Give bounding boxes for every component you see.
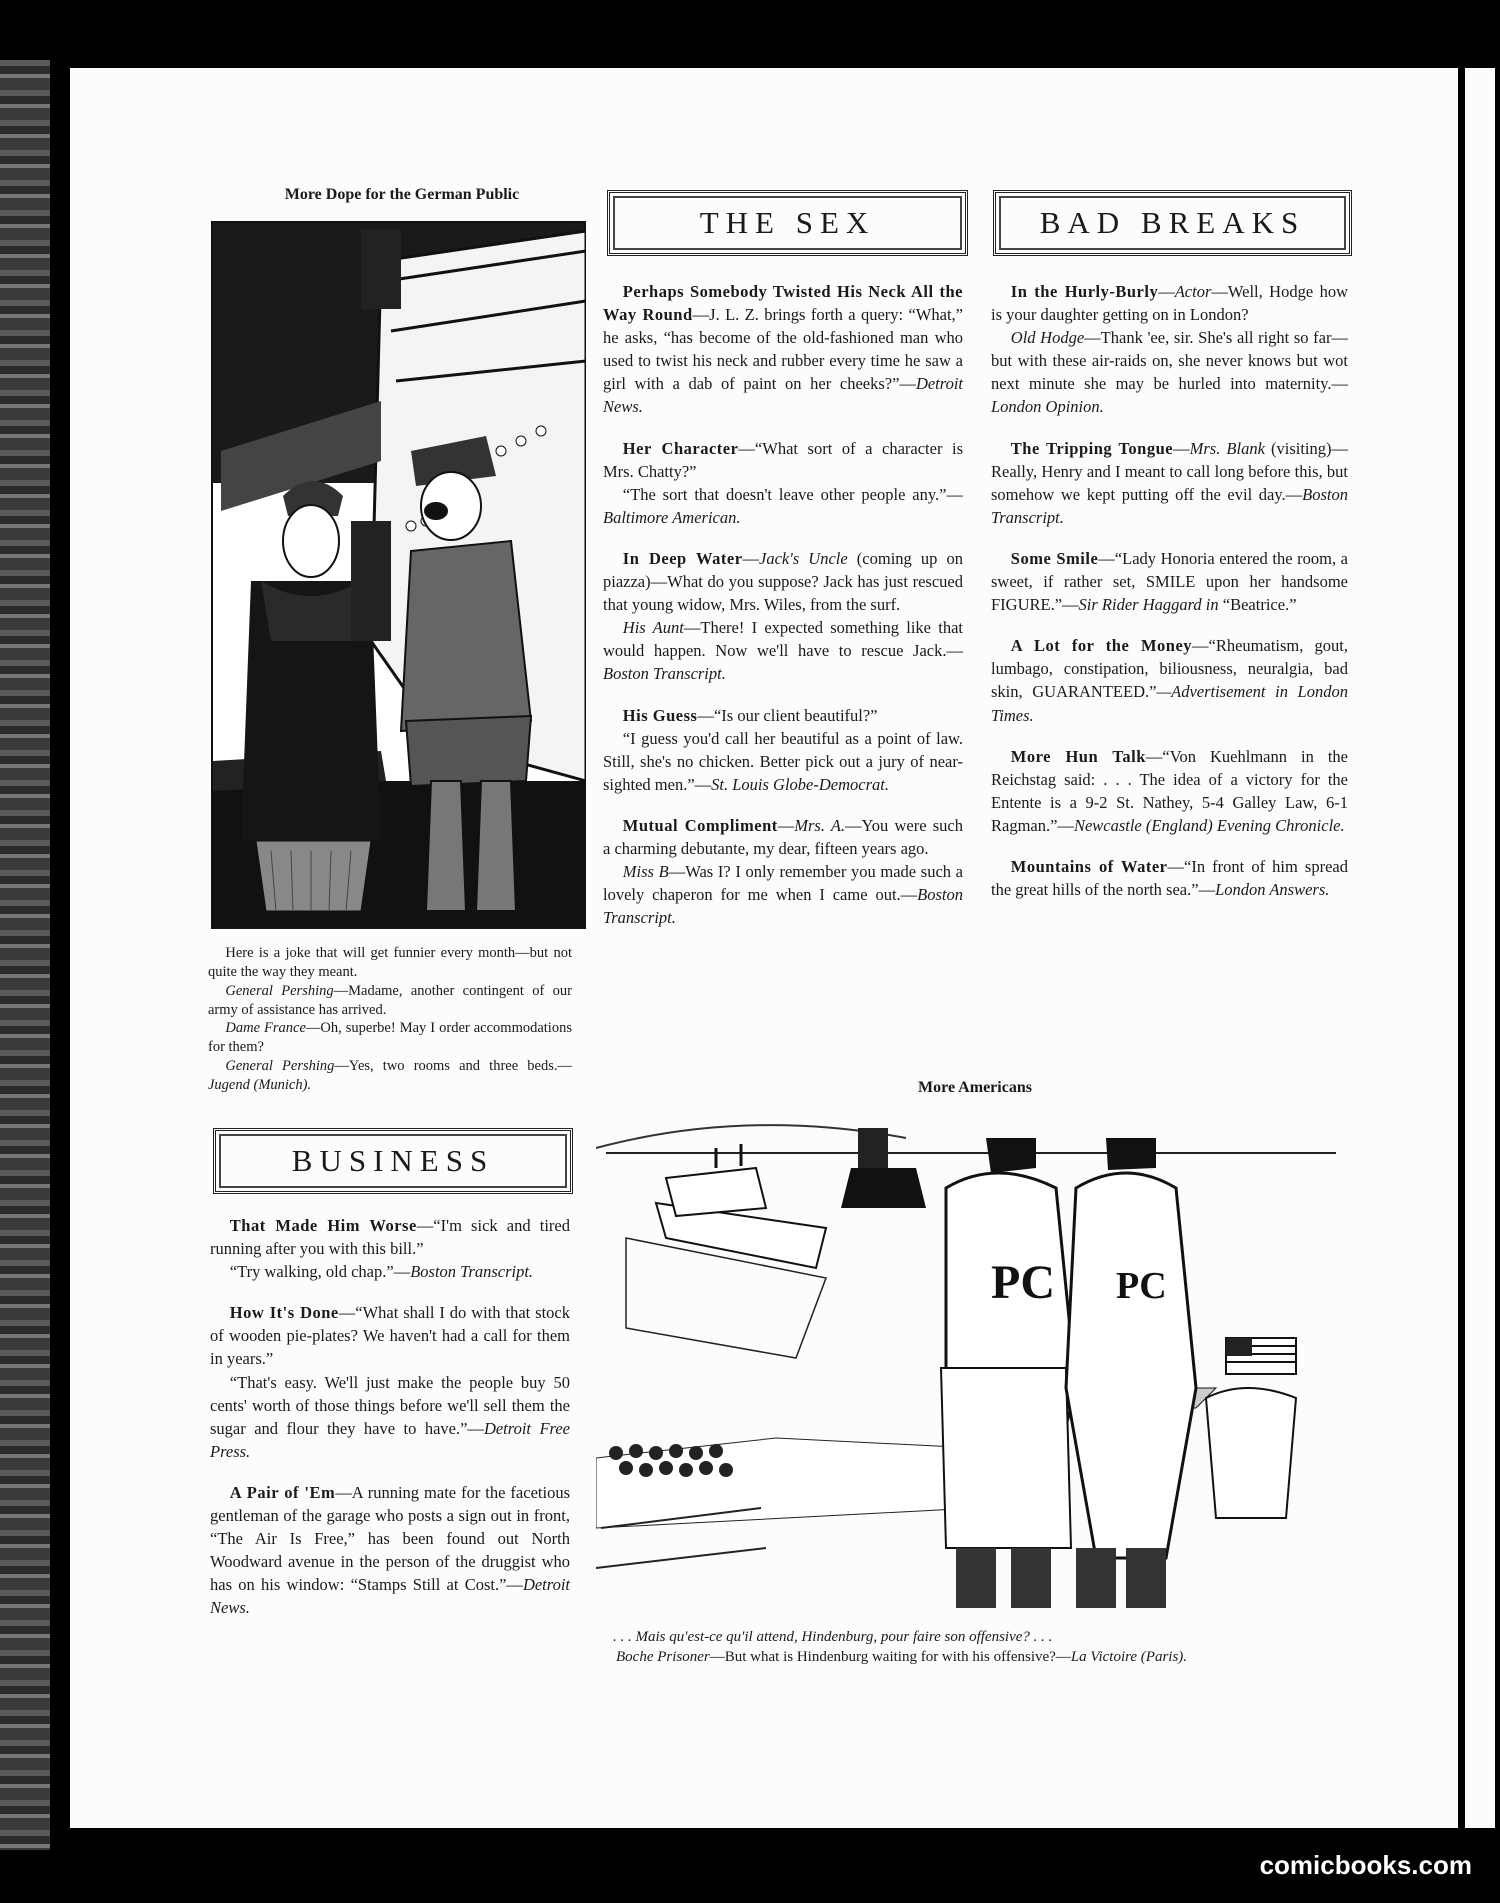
entry-text: —There! I expected something like that would happen. Now we'll have to rescue Jack.— [603, 618, 963, 661]
pershing-cartoon-illustration [211, 221, 586, 929]
caption-intro: Here is a joke that will get funnier every month—but not quite the way they meant. [208, 945, 572, 980]
business-heading: BUSINESS [213, 1128, 573, 1194]
more-americans-illustration [596, 1108, 1348, 1608]
entry-lead: In Deep Water [622, 548, 743, 568]
bad-breaks-heading: BAD BREAKS [993, 190, 1352, 256]
the-sex-column [603, 280, 963, 947]
entry-lead: In the Hurly-Burly [1010, 282, 1159, 301]
sex-entry [603, 280, 963, 419]
entry-source: Boston Transcript. [603, 664, 726, 684]
entry-lead: Some Smile [1010, 548, 1099, 568]
facing-page-edge [1462, 68, 1495, 1828]
entry-source: Boston Transcript. [991, 484, 1348, 527]
entry-lead: Perhaps Somebody Twisted His Neck All the Way Round [603, 282, 963, 325]
entry-source: St. Louis Globe-Democrat. [711, 774, 889, 794]
entry-source: Newcastle (England) Evening Chronicle. [1073, 815, 1345, 835]
the-sex-heading: THE SEX [607, 190, 968, 256]
entry-text: “Try walking, old chap.”— [229, 1262, 411, 1282]
entry-speaker: Actor [1174, 282, 1212, 301]
bottom-cartoon-caption [598, 1628, 1348, 1667]
entry-text: —“I'm sick and tired running after you with this bill.” [210, 1216, 570, 1259]
entry-speaker: Old Hodge [1010, 328, 1085, 348]
entry-text: “The sort that doesn't leave other people any.”— [622, 484, 963, 504]
entry-lead: A Pair of 'Em [229, 1482, 336, 1502]
scan-left-edge [0, 60, 50, 1850]
entry-text: (coming up on piazza)—What do you suppose? Jack has just rescued that young widow, Mrs. Wiles, from the surf. [603, 548, 963, 615]
entry-text: —Was I? I only remember you made such a lovely chaperon for me when I came out.— [603, 862, 963, 905]
caption-speaker: General Pershing [225, 1058, 335, 1075]
entry-lead: His Guess [622, 705, 698, 725]
bad-breaks-entry [991, 745, 1348, 837]
entry-source: Sir Rider Haggard in [1078, 595, 1219, 615]
bad-breaks-entry [991, 634, 1348, 726]
entry-lead: A Lot for the Money [1010, 636, 1193, 656]
pc-badge-label: PC [991, 1256, 1055, 1309]
entry-speaker: Jack's Uncle [759, 548, 848, 568]
caption-line [208, 982, 572, 1020]
entry-source: Detroit News. [210, 1575, 570, 1618]
entry-lead: That Made Him Worse [229, 1216, 417, 1235]
business-column [210, 1214, 570, 1638]
caption-speaker: General Pershing [225, 982, 334, 999]
entry-speaker: His Aunt [622, 618, 684, 638]
entry-source: Detroit News. [603, 374, 963, 417]
entry-source: London Answers. [1215, 880, 1330, 900]
entry-lead: Mutual Compliment [622, 815, 778, 835]
entry-text: —“Von Kuehlmann in the Reichstag said: . . . The idea of a victory for the Entente is a 9-2 St. Nathey, 5-4 Galley Law, 6-1 Ragman.”— [991, 746, 1348, 835]
bad-breaks-entry [991, 855, 1348, 901]
entry-lead: Mountains of Water [1010, 856, 1168, 876]
bad-breaks-entry [991, 547, 1348, 616]
entry-text: —“What shall I do with that stock of wooden pie-plates? We haven't had a call for them in years.” [210, 1303, 570, 1369]
caption-text: —Yes, two rooms and three beds.— [334, 1058, 573, 1075]
entry-text: —“What sort of a character is Mrs. Chatty?” [603, 438, 963, 481]
cartoon-caption [208, 944, 572, 1095]
caption-speaker: Boche Prisoner [616, 1648, 710, 1665]
entry-text: —Thank 'ee, sir. She's all right so far—but with these air-raids on, she never knows but wot next minute she may be hurled into maternity.— [991, 328, 1348, 394]
bottom-cartoon-title: More Americans [918, 1079, 1032, 1096]
entry-text: —Well, Hodge how is your daughter getting on in London? [991, 282, 1348, 325]
caption-line [208, 1019, 572, 1057]
caption-line [208, 1057, 572, 1095]
entry-text: —“Rheumatism, gout, lumbago, constipation, biliousness, neuralgia, bad skin, GUARANTEED.” [991, 636, 1348, 702]
entry-text: —“Is our client beautiful?” [697, 705, 878, 725]
entry-lead: How It's Done [229, 1303, 339, 1323]
entry-text: —A running mate for the facetious gentleman of the garage who posts a sign out in front, “The Air Is Free,” has been found out North Woodward avenue in the person of the druggist who has on his window: “Stamps Still at Cost.”— [210, 1482, 570, 1595]
entry-speaker: Miss B [622, 862, 669, 882]
pc-badge-label: PC [1116, 1265, 1167, 1307]
caption-text: —Oh, superbe! May I order accommodations for them? [208, 1020, 572, 1056]
bad-breaks-entry: In the Hurly-Burly—Actor—Well, Hodge how is your daughter getting on in London? Old Hodge—Thank 'ee, sir. She's all right so far—but with these air-raids on, she never knows but wot next minute she may be hurled into maternity.—London Opinion. [991, 282, 1348, 417]
entry-speaker: Mrs. Blank [1189, 438, 1265, 458]
caption-french: . . . Mais qu'est-ce qu'il attend, Hindenburg, pour faire son offensive? . . . [613, 1629, 1053, 1645]
entry-lead: Her Character [622, 438, 739, 458]
sex-entry: Mutual Compliment—Mrs. A.—You were such a charming debutante, my dear, fifteen years ago. Miss B—Was I? I only remember you made such a lovely chaperon for me when I came out.—Boston Transcript. [603, 815, 963, 928]
business-entry [210, 1214, 570, 1283]
sex-entry: In Deep Water—Jack's Uncle (coming up on piazza)—What do you suppose? Jack has just rescued that young widow, Mrs. Wiles, from the surf. His Aunt—There! I expected something like that would happen. Now we'll have to rescue Jack.—Boston Transcript. [603, 548, 963, 684]
caption-source: La Victoire (Paris). [1070, 1648, 1188, 1665]
entry-source: Boston Transcript. [603, 885, 963, 928]
sex-entry [603, 437, 963, 529]
entry-text: —J. L. Z. brings forth a query: “What,” he asks, “has become of the old-fashioned man who used to twist his neck and rubber every time he saw a girl with a dab of paint on her cheeks?”— [603, 305, 963, 394]
entry-lead: The Tripping Tongue [1010, 438, 1174, 458]
entry-text: “That's easy. We'll just make the people buy 50 cents' worth of those things before we'll sell them the sugar and flour they have to have.”— [210, 1372, 570, 1438]
business-entry [210, 1301, 570, 1463]
caption-text: —Madame, another contingent of our army of assistance has arrived. [208, 982, 572, 1018]
entry-source: —Advertisement in London Times. [991, 682, 1348, 725]
caption-source: Jugend (Munich). [208, 1076, 312, 1093]
bad-breaks-column [991, 280, 1348, 919]
entry-text: (visiting)—Really, Henry and I meant to call long before this, but somehow we kept putting off the evil day.— [991, 438, 1348, 504]
entry-text: —“Lady Honoria entered the room, a sweet, if rather set, SMILE upon her handsome FIGURE.”— [991, 548, 1348, 615]
caption-speaker: Dame France [225, 1020, 306, 1037]
entry-text: —“In front of him spread the great hills of the north sea.”— [991, 856, 1348, 900]
entry-speaker: Mrs. A. [794, 815, 846, 835]
sex-entry [603, 704, 963, 796]
entry-source: Detroit Free Press. [210, 1418, 570, 1461]
entry-source: Boston Transcript. [410, 1262, 534, 1282]
entry-text: —You were such a charming debutante, my dear, fifteen years ago. [603, 815, 963, 858]
cartoon-title: More Dope for the German Public [284, 186, 520, 203]
entry-source: Baltimore American. [603, 507, 741, 527]
site-watermark: comicbooks.com [1259, 1850, 1472, 1880]
business-entry [210, 1481, 570, 1620]
bad-breaks-entry: The Tripping Tongue—Mrs. Blank (visiting)—Really, Henry and I meant to call long before this, but somehow we kept putting off the evil day.—Boston Transcript. [991, 438, 1348, 527]
entry-text: “Beatrice.” [1218, 595, 1297, 615]
caption-text: —But what is Hindenburg waiting for with his offensive?— [709, 1648, 1071, 1665]
entry-lead: More Hun Talk [1010, 746, 1146, 766]
entry-text: “I guess you'd call her beautiful as a point of law. Still, she's no chicken. Better pick out a jury of near-sighted men.”— [603, 728, 963, 794]
entry-source: London Opinion. [991, 397, 1104, 417]
